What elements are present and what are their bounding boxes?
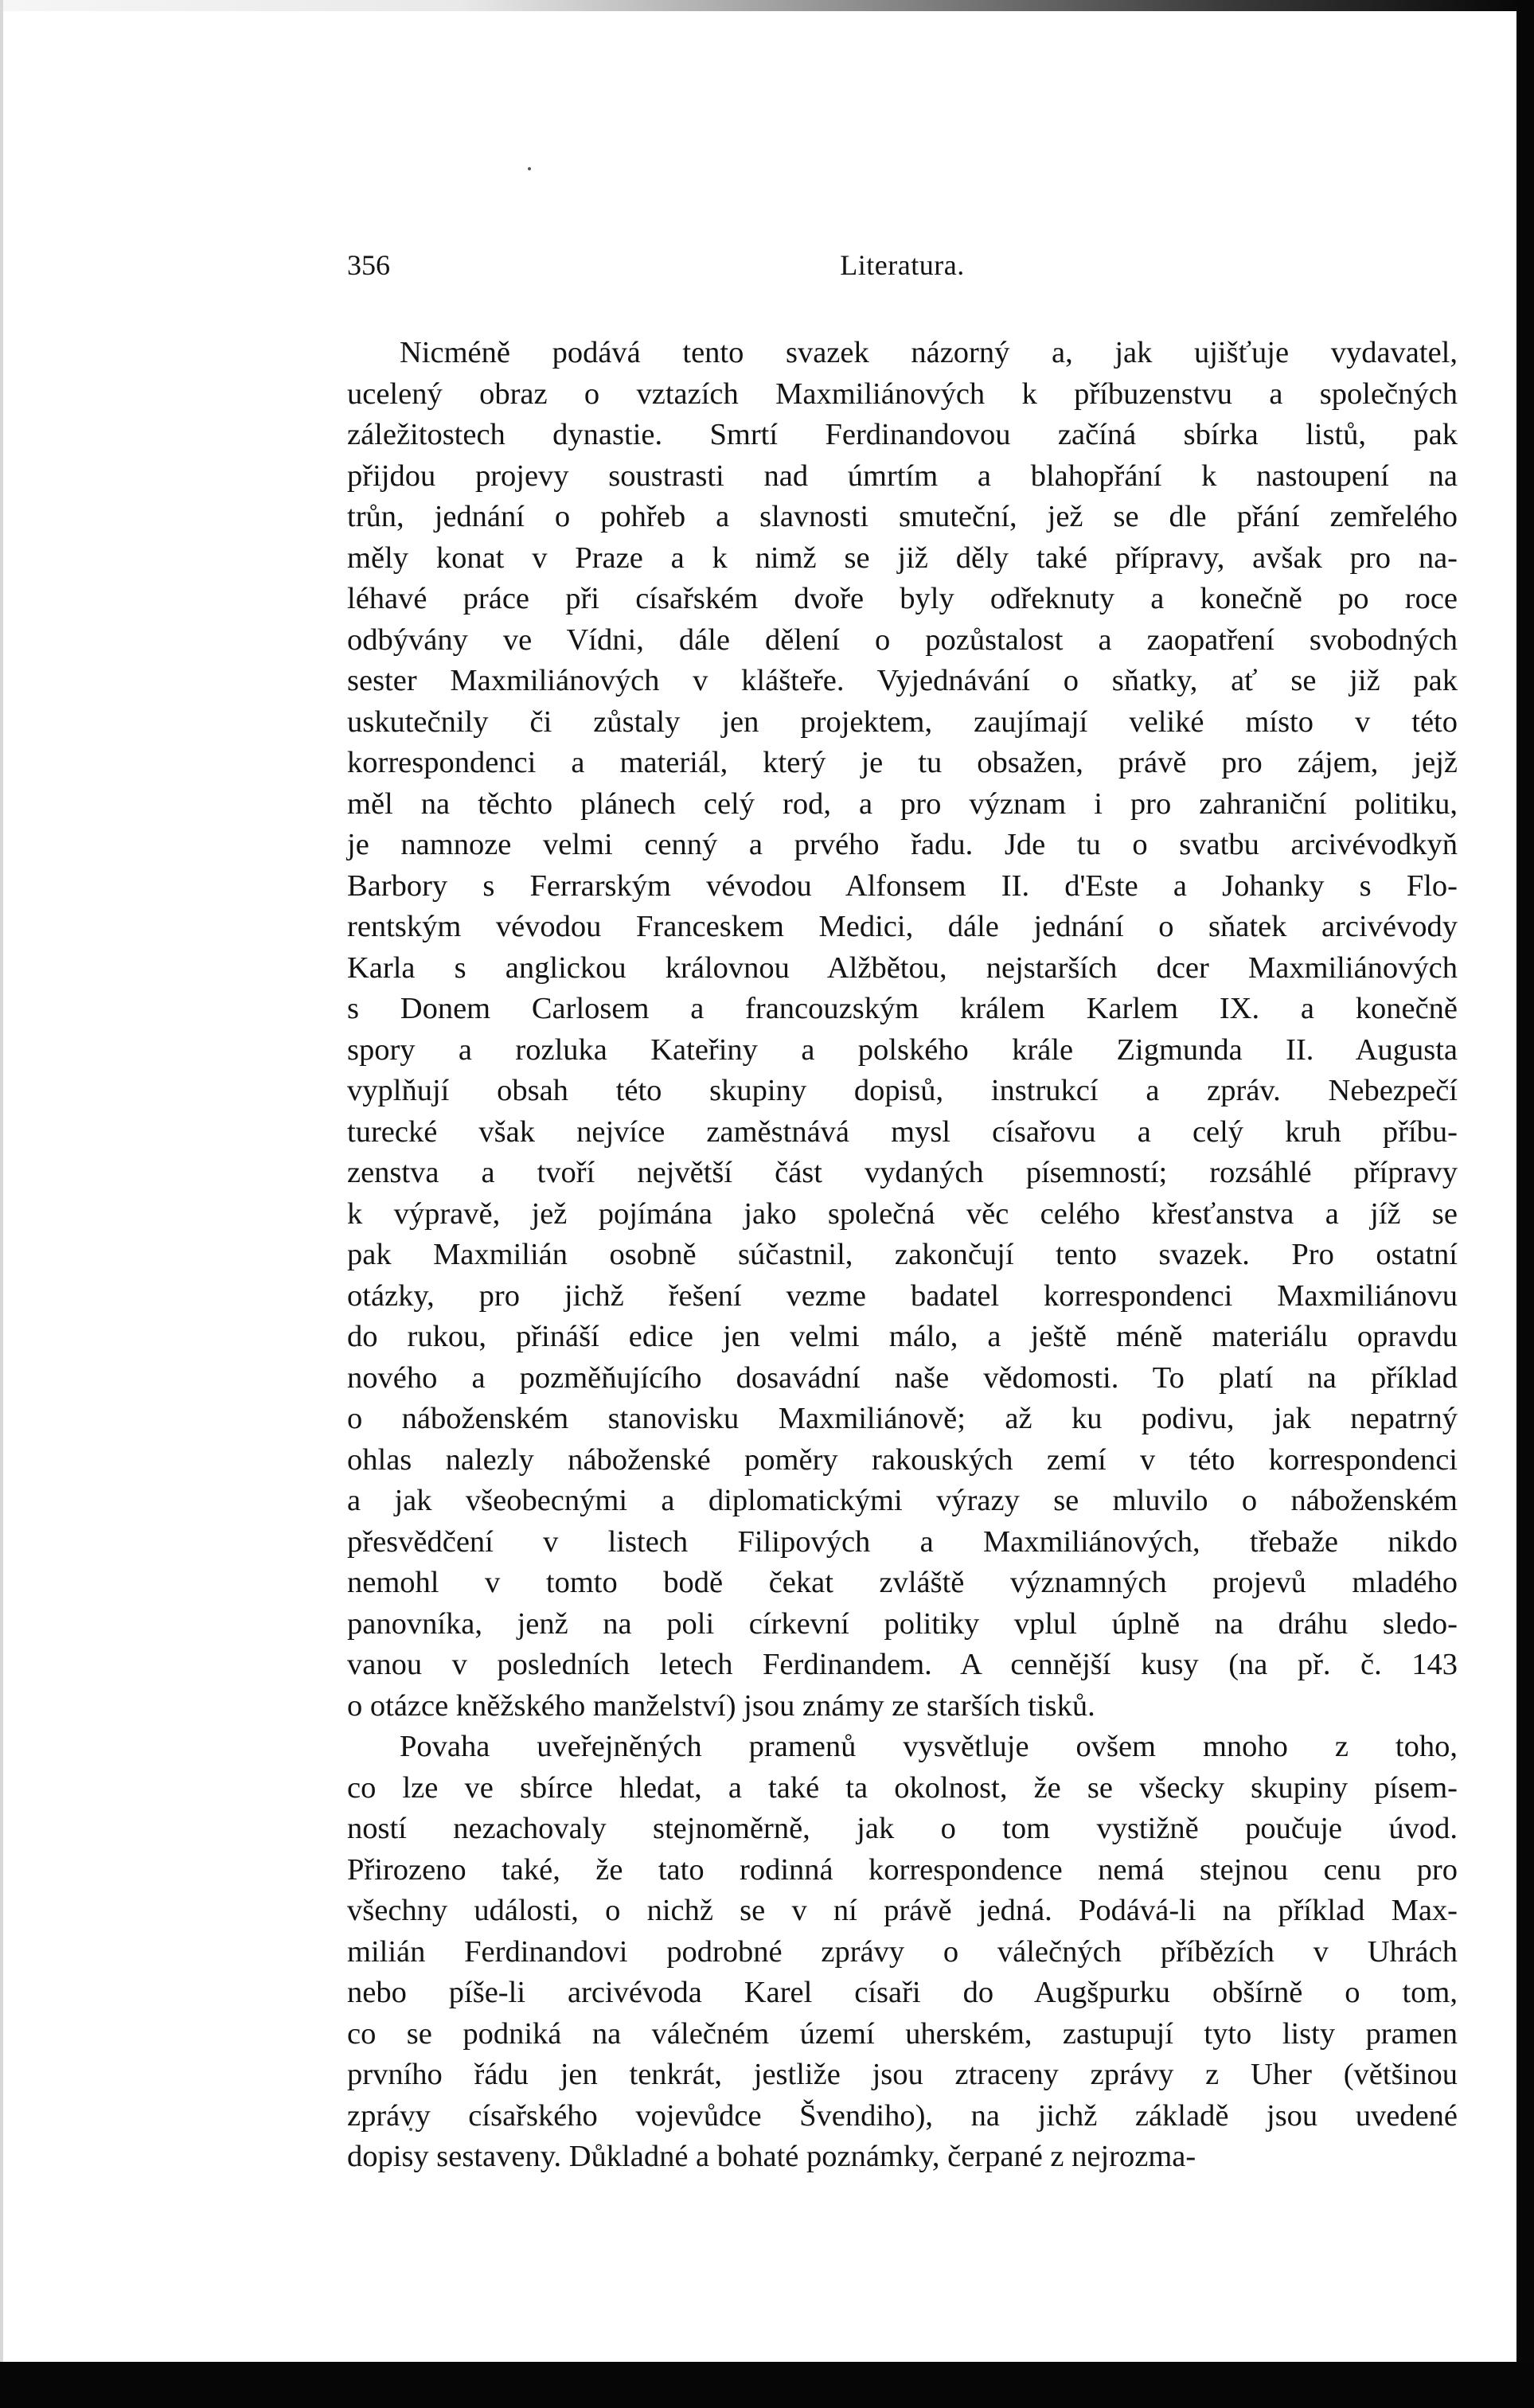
page-content	[347, 248, 1458, 2178]
text-line: všechny události, o nichž se v ní právě jedná. Podává-li na příklad Max-	[347, 1894, 1458, 1927]
text-line: co se podniká na válečném území uherském, zastupují tyto listy pramen	[347, 2016, 1458, 2051]
page-number: 356	[347, 249, 390, 281]
scan-edge-top	[0, 0, 1534, 11]
body-text	[347, 333, 1458, 2178]
text-line: odbývány ve Vídni, dále dělení o pozůstalost a zaopatření svobodných	[347, 622, 1458, 657]
text-line: měly konat v Praze a k nimž se již děly také přípravy, avšak pro na-	[347, 541, 1458, 575]
text-line: co lze ve sbírce hledat, a také ta okolnost, že se všecky skupiny písem-	[347, 1770, 1458, 1805]
text-line: milián Ferdinandovi podrobné zprávy o válečných příbězích v Uhrách	[347, 1934, 1458, 1969]
text-line: nemohl v tomto bodě čekat zvláště významných projevů mladého	[347, 1566, 1458, 1599]
scan-edge-bottom	[0, 2362, 1534, 2408]
text-line: otázky, pro jichž řešení vezme badatel korrespondenci Maxmiliánovu	[347, 1278, 1458, 1313]
text-line: s Donem Carlosem a francouzským králem Karlem IX. a konečně	[347, 992, 1458, 1025]
text-line: a jak všeobecnými a diplomatickými výrazy se mluvilo o náboženském	[347, 1484, 1458, 1517]
page-header	[347, 248, 1458, 293]
text-line: je namnoze velmi cenný a prvého řadu. Jde tu o svatbu arcivévodkyň	[347, 828, 1458, 861]
text-line: Nicméně podává tento svazek názorný a, jak ujišťuje vydavatel,	[400, 336, 1458, 369]
text-line: Barbory s Ferrarským vévodou Alfonsem II. d'Este a Johanky s Flo-	[347, 868, 1458, 903]
text-line: trůn, jednání o pohřeb a slavnosti smuteční, jež se dle přání zemřelého	[347, 500, 1458, 533]
text-line: vyplňují obsah této skupiny dopisů, instrukcí a zpráv. Nebezpečí	[347, 1074, 1458, 1107]
text-line: Přirozeno také, že tato rodinná korrespondence nemá stejnou cenu pro	[347, 1852, 1458, 1887]
text-line: turecké však nejvíce zaměstnává mysl císařovu a celý kruh příbu-	[347, 1114, 1458, 1149]
running-title: Literatura.	[840, 249, 965, 281]
text-line: panovníka, jenž na poli církevní politiky vplul úplně na dráhu sledo-	[347, 1606, 1458, 1641]
paragraph	[347, 333, 1458, 1727]
text-line: dopisy sestaveny. Důkladné a bohaté poznámky, čerpané z nejrozma-	[347, 2140, 1196, 2173]
text-line: léhavé práce při císařském dvoře byly odřeknuty a konečně po roce	[347, 582, 1458, 615]
text-line: Povaha uveřejněných pramenů vysvětluje ovšem mnoho z toho,	[400, 1730, 1458, 1763]
text-line: Karla s anglickou královnou Alžbětou, nejstarších dcer Maxmiliánových	[347, 950, 1458, 985]
text-line: rentským vévodou Franceskem Medici, dále jednání o sňatek arcivévody	[347, 910, 1458, 943]
text-line: nového a pozměňujícího dosavádní naše vědomosti. To platí na příklad	[347, 1360, 1458, 1395]
text-line: zenstva a tvoří největší část vydaných písemností; rozsáhlé přípravy	[347, 1156, 1458, 1189]
text-line: k výpravě, jež pojímána jako společná věc celého křesťanstva a jíž se	[347, 1196, 1458, 1231]
text-line: o otázce kněžského manželství) jsou známy ze starších tisků.	[347, 1688, 1095, 1723]
scan-edge-left	[0, 0, 3, 2408]
text-line: zprávy císařského vojevůdce Švendiho), na jichž základě jsou uvedené	[347, 2098, 1458, 2133]
text-line: ností nezachovaly stejnoměrně, jak o tom vystižně poučuje úvod.	[347, 1812, 1458, 1845]
text-line: přijdou projevy soustrasti nad úmrtím a blahopřání k nastoupení na	[347, 459, 1458, 493]
text-line: o náboženském stanovisku Maxmiliánově; až ku podivu, jak nepatrný	[347, 1402, 1458, 1435]
text-line: vanou v posledních letech Ferdinandem. A cennější kusy (na př. č. 143	[347, 1648, 1458, 1681]
text-line: ohlas nalezly náboženské poměry rakouských zemí v této korrespondenci	[347, 1442, 1458, 1477]
text-line: ucelený obraz o vztazích Maxmiliánových k příbuzenstvu a společných	[347, 377, 1458, 411]
dust-speck	[528, 167, 531, 170]
text-line: prvního řádu jen tenkrát, jestliže jsou ztraceny zprávy z Uher (většinou	[347, 2058, 1458, 2091]
text-line: pak Maxmilián osobně súčastnil, zakončují tento svazek. Pro ostatní	[347, 1238, 1458, 1271]
paragraph	[347, 1727, 1458, 2178]
text-line: nebo píše-li arcivévoda Karel císaři do Augšpurku obšírně o tom,	[347, 1976, 1458, 2009]
text-line: sester Maxmiliánových v klášteře. Vyjednávání o sňatky, ať se již pak	[347, 664, 1458, 697]
text-line: přesvědčení v listech Filipových a Maxmiliánových, třebaže nikdo	[347, 1524, 1458, 1559]
text-line: záležitostech dynastie. Smrtí Ferdinandovou začíná sbírka listů, pak	[347, 418, 1458, 451]
text-line: korrespondenci a materiál, který je tu obsažen, právě pro zájem, jejž	[347, 746, 1458, 779]
text-line: měl na těchto plánech celý rod, a pro význam i pro zahraniční politiku,	[347, 786, 1458, 821]
scan-edge-right	[1516, 0, 1534, 2408]
text-line: uskutečnily či zůstaly jen projektem, zaujímají veliké místo v této	[347, 704, 1458, 739]
text-line: do rukou, přináší edice jen velmi málo, a ještě méně materiálu opravdu	[347, 1320, 1458, 1353]
text-line: spory a rozluka Kateřiny a polského krále Zigmunda II. Augusta	[347, 1032, 1458, 1067]
